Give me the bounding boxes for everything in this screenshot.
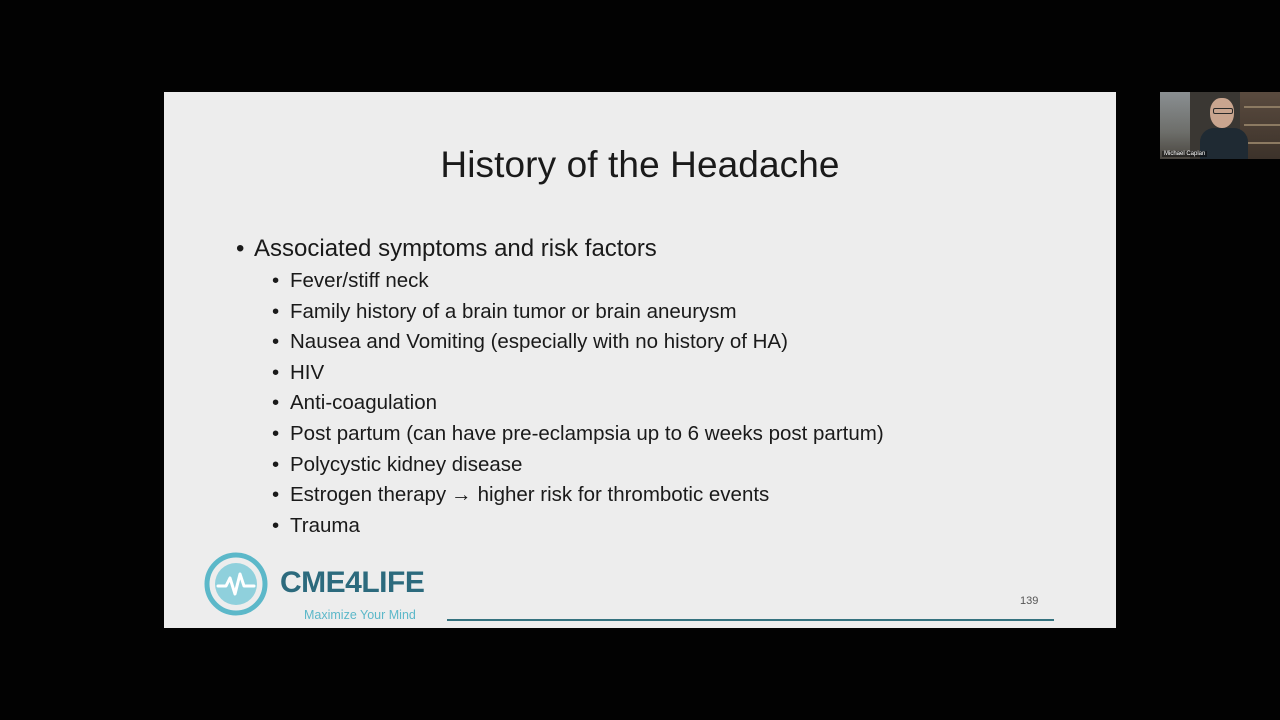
risk-text: higher risk for thrombotic events: [477, 483, 770, 507]
sub-bullet: [272, 300, 1076, 331]
main-bullet-text: Associated symptoms and risk factors: [254, 235, 657, 262]
sub-bullet: [272, 422, 1076, 453]
sub-bullet-text: Anti-coagulation: [290, 391, 438, 415]
bullet-dot: •: [272, 391, 280, 415]
sub-bullet-text: Nausea and Vomiting (especially with no history of HA): [290, 330, 788, 354]
sub-bullet: [272, 361, 1076, 392]
participant-name-label: Michael Caplan: [1164, 151, 1206, 157]
sub-bullet-text: Fever/stiff neck: [290, 269, 429, 292]
sub-bullet-list: [272, 269, 1076, 544]
bullet-dot: •: [272, 269, 280, 292]
shelf: [1244, 106, 1280, 108]
bullet-dot: •: [272, 299, 280, 323]
footer-divider: [447, 619, 1054, 621]
sub-bullet: [272, 453, 1076, 484]
sub-bullet: [272, 391, 1076, 422]
shelf: [1244, 142, 1280, 144]
bullet-dot: •: [236, 235, 245, 262]
logo-tagline: Maximize Your Mind: [304, 608, 416, 622]
cme4life-logo: [204, 552, 449, 622]
slide-number: 139: [1020, 595, 1039, 607]
sub-bullet-text: [290, 483, 769, 507]
sub-bullet: [272, 514, 1076, 545]
bullet-dot: •: [272, 452, 280, 476]
logo-wordmark: CME4LIFE: [280, 566, 425, 599]
participant-video-tile[interactable]: [1160, 92, 1280, 159]
bullet-dot: •: [272, 360, 280, 384]
video-background-window: [1160, 92, 1190, 159]
sub-bullet: [272, 269, 1076, 300]
bullet-dot: •: [272, 513, 280, 537]
sub-bullet-text: Post partum (can have pre-eclampsia up to 6 weeks post partum): [290, 421, 884, 445]
shelf: [1244, 124, 1280, 126]
slide-title: History of the Headache: [440, 144, 840, 185]
sub-bullet-text: Trauma: [290, 513, 360, 537]
sub-bullet-text: Polycystic kidney disease: [290, 452, 523, 476]
sub-bullet-text: Family history of a brain tumor or brain aneurysm: [290, 299, 737, 323]
presentation-slide: [164, 92, 1116, 628]
right-arrow-icon: →: [451, 483, 472, 507]
participant-glasses: [1213, 108, 1233, 114]
sub-bullet-text: HIV: [290, 360, 325, 384]
sub-bullet: [272, 483, 1076, 514]
main-bullet: [236, 235, 1076, 269]
bullet-dot: •: [272, 421, 280, 445]
bullet-list: [236, 235, 1076, 544]
heartbeat-logo-icon: [204, 552, 268, 616]
sub-bullet: [272, 330, 1076, 361]
bullet-dot: •: [272, 330, 280, 354]
estrogen-text: Estrogen therapy: [290, 483, 447, 507]
bullet-dot: •: [272, 483, 280, 507]
